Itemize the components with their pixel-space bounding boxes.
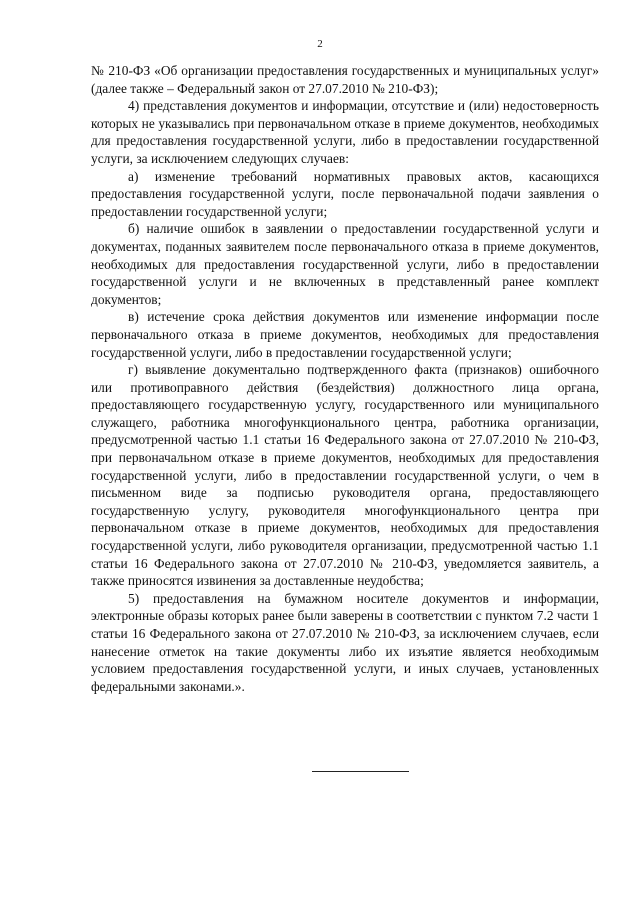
page-number: 2	[317, 38, 323, 50]
document-body	[91, 62, 599, 695]
paragraph-subitem-v: в) истечение срока действия документов или изменение информации после первоначального отказа в приеме документов, необходимых для предоставления государственной услуги, либо в предоставлении государственной услуги;	[91, 309, 599, 360]
paragraph-subitem-g: г) выявление документально подтвержденного факта (признаков) ошибочного или противоправного действия (бездействия) должностного лица органа, предоставляющего государственную услугу, государственного или муниципального служащего, работника многофункционального центра, работника организации, предусмотренной частью 1.1 статьи 16 Федерального закона от 27.07.2010 № 210-ФЗ, при первоначальном отказе в приеме документов, необходимых для предоставления государственной услуги, либо в предоставлении государственной услуги, о чем в письменном виде за подписью руководителя органа, предоставляющего государственную услугу, руководителя многофункционального центра при первоначальном отказе в приеме документов, необходимых для предоставления государственной услуги, либо руководителя организации, предусмотренной частью 1.1 статьи 16 Федерального закона от 27.07.2010 № 210-ФЗ, уведомляется заявитель, а также приносятся извинения за доставленные неудобства;	[91, 362, 599, 589]
end-separator-line	[312, 771, 409, 772]
paragraph-subitem-a: а) изменение требований нормативных правовых актов, касающихся предоставления государственной услуги, после первоначальной подачи заявления о предоставлении государственной услуги;	[91, 168, 599, 219]
paragraph-subitem-b: б) наличие ошибок в заявлении о предоставлении государственной услуги и документах, поданных заявителем после первоначального отказа в приеме документов, необходимых для предоставления государственной услуги, либо в предоставлении государственной услуги и не включенных в представленный ранее комплект документов;	[91, 221, 599, 307]
paragraph-item-4: 4) представления документов и информации, отсутствие и (или) недостоверность которых не указывались при первоначальном отказе в приеме документов, необходимых для предоставления государственной услуги, либо в предоставлении государственной услуги, за исключением следующих случаев:	[91, 98, 599, 166]
paragraph-law-reference: № 210-ФЗ «Об организации предоставления государственных и муниципальных услуг» (далее также – Федеральный закон от 27.07.2010 № 210-ФЗ);	[91, 63, 599, 96]
paragraph-item-5: 5) предоставления на бумажном носителе документов и информации, электронные образы которых ранее были заверены в соответствии с пунктом 7.2 части 1 статьи 16 Федерального закона от 27.07.2010 № 210-ФЗ, за исключением случаев, если нанесение отметок на такие документы либо их изъятие является необходимым условием предоставления государственной услуги, и иных случаев, установленных федеральными законами.».	[91, 590, 599, 694]
